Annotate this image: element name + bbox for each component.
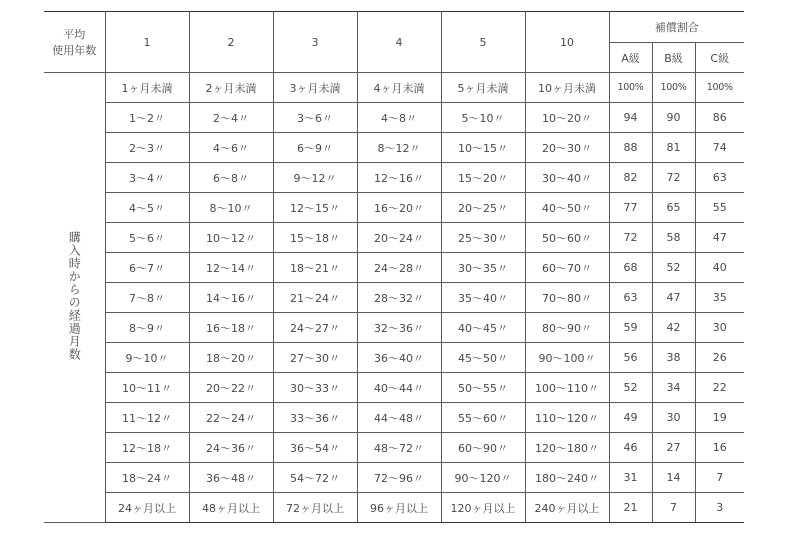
period-cell-year-2: 8〜10〃 — [189, 193, 273, 223]
rate-cell-grade-c: 55 — [695, 193, 744, 223]
rate-cell-grade-b: 100% — [652, 73, 695, 103]
period-cell-year-1: 4〜5〃 — [105, 193, 189, 223]
year-header-2: 2 — [189, 12, 273, 73]
rate-cell-grade-c: 63 — [695, 163, 744, 193]
period-cell-year-2: 20〜22〃 — [189, 373, 273, 403]
rate-cell-grade-c: 30 — [695, 313, 744, 343]
rate-cell-grade-a: 31 — [609, 463, 652, 493]
period-cell-year-4: 72〜96〃 — [357, 463, 441, 493]
rate-cell-grade-b: 27 — [652, 433, 695, 463]
period-cell-year-4: 32〜36〃 — [357, 313, 441, 343]
period-cell-year-1: 9〜10〃 — [105, 343, 189, 373]
period-cell-year-2: 10〜12〃 — [189, 223, 273, 253]
rate-cell-grade-a: 82 — [609, 163, 652, 193]
rate-cell-grade-b: 65 — [652, 193, 695, 223]
rate-cell-grade-a: 100% — [609, 73, 652, 103]
period-cell-year-4: 16〜20〃 — [357, 193, 441, 223]
period-cell-year-5: 25〜30〃 — [441, 223, 525, 253]
period-cell-year-2: 18〜20〃 — [189, 343, 273, 373]
period-cell-year-5: 60〜90〃 — [441, 433, 525, 463]
period-cell-year-3: 15〜18〃 — [273, 223, 357, 253]
period-cell-year-5: 20〜25〃 — [441, 193, 525, 223]
period-cell-year-4: 4〜8〃 — [357, 103, 441, 133]
period-cell-year-2: 2〜4〃 — [189, 103, 273, 133]
period-cell-year-4: 20〜24〃 — [357, 223, 441, 253]
year-header-5: 5 — [441, 12, 525, 73]
period-cell-year-10: 90〜100〃 — [525, 343, 609, 373]
period-cell-year-2: 16〜18〃 — [189, 313, 273, 343]
period-cell-year-4: 8〜12〃 — [357, 133, 441, 163]
table-row — [44, 493, 744, 523]
year-header-10: 10 — [525, 12, 609, 73]
period-cell-year-1: 24ヶ月以上 — [105, 493, 189, 523]
period-cell-year-2: 48ヶ月以上 — [189, 493, 273, 523]
period-cell-year-1: 2〜3〃 — [105, 133, 189, 163]
period-cell-year-3: 72ヶ月以上 — [273, 493, 357, 523]
compensation-header: 補償割合 — [609, 12, 744, 43]
period-cell-year-5: 5〜10〃 — [441, 103, 525, 133]
period-cell-year-1: 8〜9〃 — [105, 313, 189, 343]
rate-cell-grade-b: 47 — [652, 283, 695, 313]
period-cell-year-3: 36〜54〃 — [273, 433, 357, 463]
period-cell-year-10: 180〜240〃 — [525, 463, 609, 493]
grade-header-b: B級 — [652, 43, 695, 73]
period-cell-year-2: 4〜6〃 — [189, 133, 273, 163]
elapsed-months-label: 購入時からの経過月数 — [67, 231, 82, 361]
table-row — [44, 373, 744, 403]
period-cell-year-1: 10〜11〃 — [105, 373, 189, 403]
period-cell-year-1: 12〜18〃 — [105, 433, 189, 463]
rate-cell-grade-a: 63 — [609, 283, 652, 313]
rate-cell-grade-b: 72 — [652, 163, 695, 193]
period-cell-year-2: 24〜36〃 — [189, 433, 273, 463]
period-cell-year-2: 22〜24〃 — [189, 403, 273, 433]
rate-cell-grade-c: 35 — [695, 283, 744, 313]
period-cell-year-2: 2ヶ月未満 — [189, 73, 273, 103]
period-cell-year-10: 20〜30〃 — [525, 133, 609, 163]
period-cell-year-1: 5〜6〃 — [105, 223, 189, 253]
period-cell-year-5: 5ヶ月未満 — [441, 73, 525, 103]
rate-cell-grade-a: 77 — [609, 193, 652, 223]
period-cell-year-5: 15〜20〃 — [441, 163, 525, 193]
period-cell-year-1: 18〜24〃 — [105, 463, 189, 493]
rate-cell-grade-b: 90 — [652, 103, 695, 133]
rate-cell-grade-c: 26 — [695, 343, 744, 373]
table-row — [44, 223, 744, 253]
table-row — [44, 343, 744, 373]
period-cell-year-5: 90〜120〃 — [441, 463, 525, 493]
rate-cell-grade-b: 38 — [652, 343, 695, 373]
period-cell-year-10: 80〜90〃 — [525, 313, 609, 343]
period-cell-year-1: 3〜4〃 — [105, 163, 189, 193]
period-cell-year-2: 6〜8〃 — [189, 163, 273, 193]
table-row — [44, 193, 744, 223]
period-cell-year-4: 28〜32〃 — [357, 283, 441, 313]
period-cell-year-5: 50〜55〃 — [441, 373, 525, 403]
table-row — [44, 103, 744, 133]
period-cell-year-10: 10ヶ月未満 — [525, 73, 609, 103]
rate-cell-grade-b: 34 — [652, 373, 695, 403]
rate-cell-grade-c: 40 — [695, 253, 744, 283]
period-cell-year-5: 30〜35〃 — [441, 253, 525, 283]
period-cell-year-10: 120〜180〃 — [525, 433, 609, 463]
year-header-4: 4 — [357, 12, 441, 73]
rate-cell-grade-b: 81 — [652, 133, 695, 163]
corner-header-line2: 使用年数 — [52, 44, 97, 57]
period-cell-year-1: 1〜2〃 — [105, 103, 189, 133]
table-row — [44, 133, 744, 163]
period-cell-year-3: 21〜24〃 — [273, 283, 357, 313]
rate-cell-grade-b: 14 — [652, 463, 695, 493]
year-header-3: 3 — [273, 12, 357, 73]
rate-cell-grade-a: 94 — [609, 103, 652, 133]
period-cell-year-3: 9〜12〃 — [273, 163, 357, 193]
period-cell-year-2: 14〜16〃 — [189, 283, 273, 313]
period-cell-year-10: 60〜70〃 — [525, 253, 609, 283]
period-cell-year-10: 110〜120〃 — [525, 403, 609, 433]
header-row-top — [44, 12, 744, 43]
period-cell-year-3: 18〜21〃 — [273, 253, 357, 283]
rate-cell-grade-b: 58 — [652, 223, 695, 253]
rate-cell-grade-a: 56 — [609, 343, 652, 373]
rate-cell-grade-c: 100% — [695, 73, 744, 103]
period-cell-year-3: 24〜27〃 — [273, 313, 357, 343]
period-cell-year-4: 36〜40〃 — [357, 343, 441, 373]
period-cell-year-3: 3〜6〃 — [273, 103, 357, 133]
table-row — [44, 403, 744, 433]
year-header-1: 1 — [105, 12, 189, 73]
corner-header — [44, 12, 105, 73]
period-cell-year-1: 11〜12〃 — [105, 403, 189, 433]
period-cell-year-10: 50〜60〃 — [525, 223, 609, 253]
rate-cell-grade-a: 49 — [609, 403, 652, 433]
grade-header-a: A級 — [609, 43, 652, 73]
table-row — [44, 433, 744, 463]
rate-cell-grade-c: 74 — [695, 133, 744, 163]
period-cell-year-3: 33〜36〃 — [273, 403, 357, 433]
period-cell-year-2: 12〜14〃 — [189, 253, 273, 283]
elapsed-months-label-cell — [44, 73, 105, 523]
period-cell-year-1: 6〜7〃 — [105, 253, 189, 283]
period-cell-year-5: 10〜15〃 — [441, 133, 525, 163]
period-cell-year-10: 100〜110〃 — [525, 373, 609, 403]
period-cell-year-4: 96ヶ月以上 — [357, 493, 441, 523]
period-cell-year-3: 6〜9〃 — [273, 133, 357, 163]
period-cell-year-4: 4ヶ月未満 — [357, 73, 441, 103]
period-cell-year-5: 45〜50〃 — [441, 343, 525, 373]
period-cell-year-2: 36〜48〃 — [189, 463, 273, 493]
rate-cell-grade-a: 21 — [609, 493, 652, 523]
period-cell-year-5: 35〜40〃 — [441, 283, 525, 313]
rate-cell-grade-a: 52 — [609, 373, 652, 403]
table-row — [44, 313, 744, 343]
period-cell-year-4: 12〜16〃 — [357, 163, 441, 193]
rate-cell-grade-a: 59 — [609, 313, 652, 343]
period-cell-year-4: 24〜28〃 — [357, 253, 441, 283]
table-row — [44, 463, 744, 493]
rate-cell-grade-b: 7 — [652, 493, 695, 523]
rate-cell-grade-b: 42 — [652, 313, 695, 343]
rate-cell-grade-a: 46 — [609, 433, 652, 463]
period-cell-year-10: 40〜50〃 — [525, 193, 609, 223]
rate-cell-grade-c: 19 — [695, 403, 744, 433]
grade-header-c: C級 — [695, 43, 744, 73]
rate-cell-grade-b: 52 — [652, 253, 695, 283]
period-cell-year-10: 30〜40〃 — [525, 163, 609, 193]
rate-cell-grade-c: 7 — [695, 463, 744, 493]
table-row — [44, 253, 744, 283]
rate-cell-grade-c: 22 — [695, 373, 744, 403]
compensation-table — [44, 11, 744, 523]
rate-cell-grade-c: 86 — [695, 103, 744, 133]
period-cell-year-3: 3ヶ月未満 — [273, 73, 357, 103]
period-cell-year-10: 240ヶ月以上 — [525, 493, 609, 523]
period-cell-year-3: 54〜72〃 — [273, 463, 357, 493]
rate-cell-grade-a: 88 — [609, 133, 652, 163]
table-row — [44, 283, 744, 313]
period-cell-year-10: 10〜20〃 — [525, 103, 609, 133]
rate-cell-grade-c: 16 — [695, 433, 744, 463]
period-cell-year-3: 12〜15〃 — [273, 193, 357, 223]
period-cell-year-3: 27〜30〃 — [273, 343, 357, 373]
period-cell-year-1: 1ヶ月未満 — [105, 73, 189, 103]
period-cell-year-1: 7〜8〃 — [105, 283, 189, 313]
period-cell-year-5: 55〜60〃 — [441, 403, 525, 433]
rate-cell-grade-c: 47 — [695, 223, 744, 253]
period-cell-year-5: 120ヶ月以上 — [441, 493, 525, 523]
corner-header-line1: 平均 — [63, 28, 86, 41]
period-cell-year-5: 40〜45〃 — [441, 313, 525, 343]
rate-cell-grade-b: 30 — [652, 403, 695, 433]
table-row — [44, 163, 744, 193]
period-cell-year-4: 48〜72〃 — [357, 433, 441, 463]
period-cell-year-3: 30〜33〃 — [273, 373, 357, 403]
rate-cell-grade-a: 72 — [609, 223, 652, 253]
period-cell-year-10: 70〜80〃 — [525, 283, 609, 313]
rate-cell-grade-c: 3 — [695, 493, 744, 523]
rate-cell-grade-a: 68 — [609, 253, 652, 283]
period-cell-year-4: 40〜44〃 — [357, 373, 441, 403]
table-row — [44, 73, 744, 103]
period-cell-year-4: 44〜48〃 — [357, 403, 441, 433]
